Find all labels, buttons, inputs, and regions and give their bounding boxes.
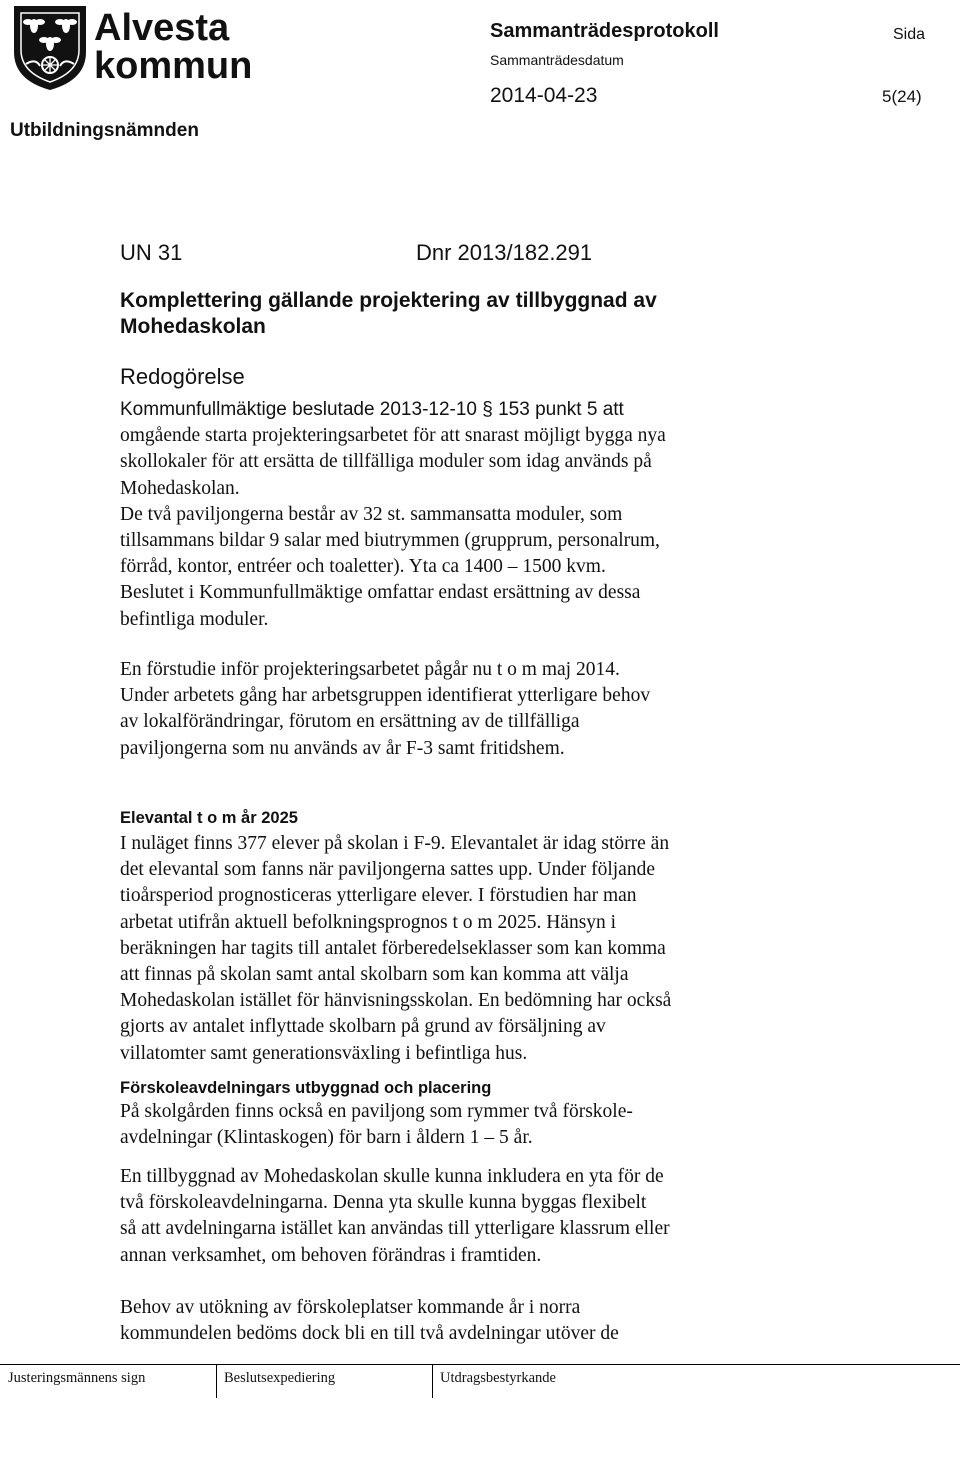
text-line: Under arbetets gång har arbetsgruppen identifierat ytterligare behov — [120, 685, 651, 707]
paragraph-expansion-need — [120, 1295, 619, 1347]
heading-preschool: Förskoleavdelningars utbyggnad och placering — [120, 1079, 492, 1097]
footer-divider — [0, 1364, 960, 1365]
text-line: En förstudie inför projekteringsarbetet pågår nu t o m maj 2014. — [120, 659, 620, 680]
text-line: paviljongerna som nu används av år F-3 samt fritidshem. — [120, 737, 565, 759]
text-line: annan verksamhet, om behoven förändras i framtiden. — [120, 1244, 542, 1266]
committee-name: Utbildningsnämnden — [10, 120, 199, 141]
paragraph-background — [120, 397, 666, 633]
text-line: kommundelen bedöms dock bli en till två avdelningar utöver de — [120, 1323, 619, 1345]
text-line: I nuläget finns 377 elever på skolan i F-9. Elevantalet är idag större än — [120, 833, 670, 854]
registration-number: Dnr 2013/182.291 — [416, 240, 593, 265]
footer-column-divider — [432, 1364, 433, 1398]
text-line: beräkningen har tagits till antalet förberedelseklasser som kan komma — [120, 937, 666, 959]
section-subheading: Redogörelse — [120, 364, 245, 389]
text-line: Beslutet i Kommunfullmäktige omfattar endast ersättning av dessa — [120, 582, 641, 604]
heading-student-count: Elevantal t o m år 2025 — [120, 809, 298, 827]
footer-certification-label: Utdragsbestyrkande — [440, 1370, 556, 1386]
text-line: Mohedaskolan. — [120, 477, 240, 499]
case-title — [120, 288, 820, 340]
text-line: En tillbyggnad av Mohedaskolan skulle kunna inkludera en yta för de — [120, 1166, 664, 1187]
logo-text-line2: kommun — [94, 45, 253, 87]
footer-column-divider — [216, 1364, 217, 1398]
text-line: tioårsperiod prognosticeras ytterligare elever. I förstudien har man — [120, 885, 637, 907]
text-line: befintliga moduler. — [120, 608, 269, 630]
coat-of-arms-icon — [14, 6, 86, 90]
document-title: Sammanträdesprotokoll — [490, 20, 719, 42]
meeting-date: 2014-04-23 — [490, 84, 598, 107]
text-line: På skolgården finns också en paviljong som rymmer två förskole- — [120, 1101, 633, 1122]
text-line: villatomter samt generationsväxling i befintliga hus. — [120, 1042, 528, 1064]
text-line: tillsammans bildar 9 salar med biutrymmen (grupprum, personalrum, — [120, 530, 660, 552]
municipality-logo — [10, 2, 260, 92]
footer-signature-label: Justeringsmännens sign — [8, 1370, 146, 1386]
text-line: gjorts av antalet inflyttade skolbarn på grund av försäljning av — [120, 1016, 606, 1038]
text-line: så att avdelningarna istället kan användas till ytterligare klassrum eller — [120, 1218, 670, 1240]
case-title-line: Komplettering gällande projektering av tillbyggnad av — [120, 289, 657, 312]
paragraph-prestudy — [120, 657, 650, 762]
text-line: två förskoleavdelningarna. Denna yta skulle kunna byggas flexibelt — [120, 1192, 647, 1214]
paragraph-extension — [120, 1164, 670, 1269]
text-line: Mohedaskolan istället för hänvisningsskolan. En bedömning har också — [120, 990, 672, 1012]
text-line: av lokalförändringar, förutom en ersättning av de tillfälliga — [120, 711, 580, 733]
page-number: 5(24) — [882, 87, 922, 106]
text-line: förråd, kontor, entréer och toaletter). Yta ca 1400 – 1500 kvm. — [120, 556, 606, 578]
logo-text-line1: Alvesta — [94, 7, 230, 49]
text-line: De två paviljongerna består av 32 st. sammansatta moduler, som — [120, 503, 623, 525]
footer-dispatch-label: Beslutsexpediering — [224, 1370, 336, 1386]
text-line: att finnas på skolan samt antal skolbarn som kan komma att välja — [120, 964, 629, 986]
text-line: arbetat utifrån aktuell befolkningsprognos t o m 2025. Hänsyn i — [120, 911, 617, 933]
text-line: avdelningar (Klintaskogen) för barn i åldern 1 – 5 år. — [120, 1127, 533, 1149]
paragraph-preschool — [120, 1099, 633, 1151]
text-line: skollokaler för att ersätta de tillfälliga moduler som idag används på — [120, 451, 652, 473]
paragraph-student-count — [120, 831, 671, 1067]
case-id: UN 31 — [120, 240, 183, 265]
text-line: Behov av utökning av förskoleplatser kommande år i norra — [120, 1297, 581, 1318]
date-label: Sammanträdesdatum — [490, 52, 624, 68]
text-line: omgående starta projekteringsarbetet för att snarast möjligt bygga nya — [120, 425, 666, 447]
page-label: Sida — [893, 26, 926, 43]
text-line: det elevantal som fanns när paviljongerna sattes upp. Under följande — [120, 859, 655, 881]
text-line: Kommunfullmäktige beslutade 2013-12-10 § 153 punkt 5 att — [120, 399, 624, 420]
case-title-line: Mohedaskolan — [120, 315, 266, 338]
